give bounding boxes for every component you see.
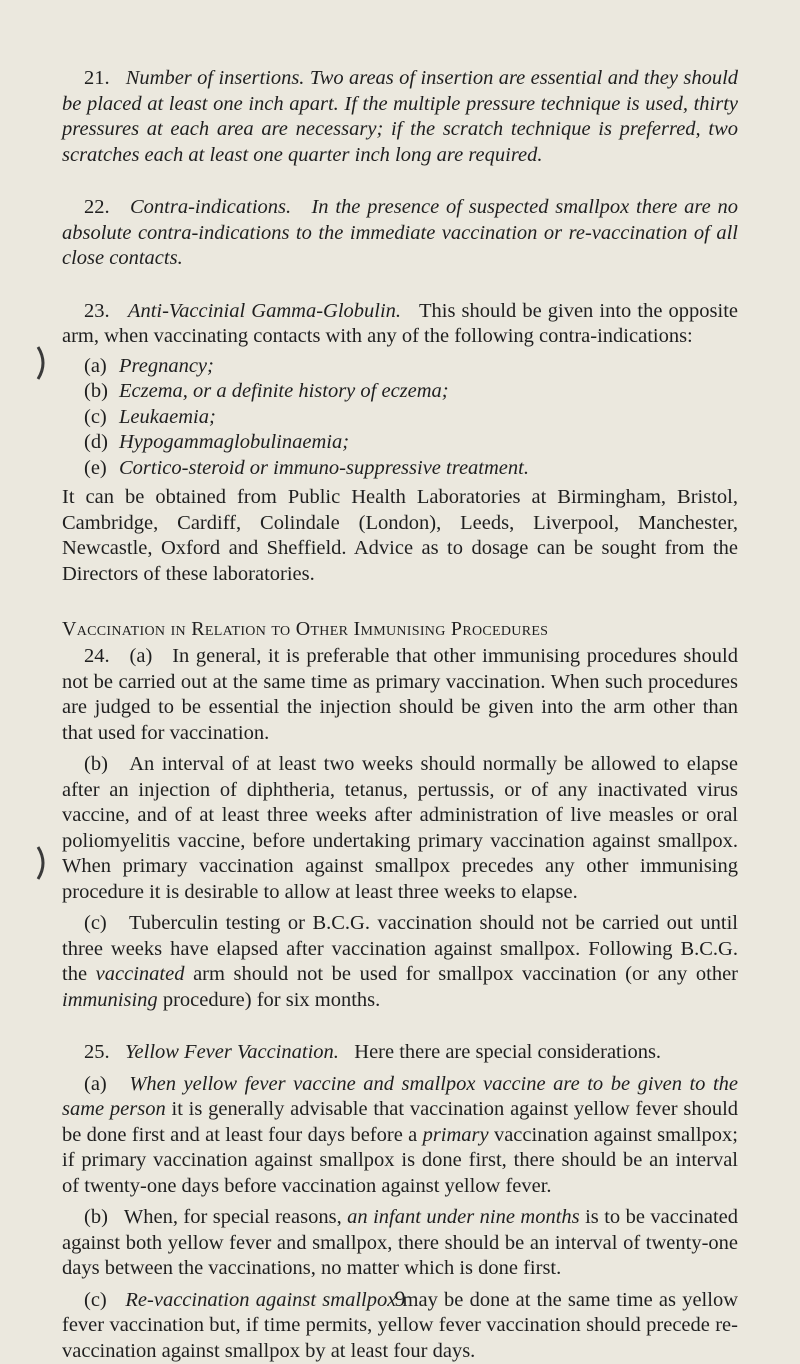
paragraph-title: Contra-indications. [130, 196, 291, 218]
paragraph-21 [62, 66, 738, 168]
list-item: (d) Hypogammaglobulinaemia; [84, 430, 738, 456]
list-item: (e) Cortico-steroid or immuno-suppressive treatment. [84, 456, 738, 482]
paragraph-title: Anti-Vaccinial Gamma-Globulin. [128, 300, 401, 322]
contra-indication-list [84, 354, 738, 482]
list-item: (b) Eczema, or a definite history of eczema; [84, 379, 738, 405]
paragraph-22 [62, 195, 738, 272]
paragraph-text: Two areas of insertion are essential and they should be placed at least one inch apart. If the multiple pressure technique is used, thirty pressures at each area are necessary; if the scratch technique is preferred, two scratches each at least one quarter inch long are required. [62, 67, 738, 166]
section-heading: Vaccination in Relation to Other Immunising Procedures [62, 617, 738, 642]
paragraph-24b: (b) An interval of at least two weeks should normally be allowed to elapse after an injection of diphtheria, tetanus, pertussis, or of any inactivated virus vaccine, and of at least three weeks after administration of live measles or oral poliomyelitis vaccine, before undertaking primary vaccination against smallpox. When primary vaccination against smallpox precedes any other immunising procedure it is desirable to allow at least three weeks to elapse. [62, 752, 738, 905]
paragraph-25a: (a) When yellow fever vaccine and smallpox vaccine are to be given to the same person it is generally advisable that vaccination against yellow fever should be done first and at least four days before a primary vaccination against smallpox; if primary vaccination against smallpox is done first, there should be an interval of twenty-one days before vaccination against yellow fever. [62, 1072, 738, 1200]
paragraph-number: 23. [84, 300, 110, 322]
paragraph-23 [62, 299, 738, 350]
paragraph-23-continued: It can be obtained from Public Health Laboratories at Birmingham, Bristol, Cambridge, Cardiff, Colindale (London), Leeds, Liverpool, Manchester, Newcastle, Oxford and Sheffield. Advice as to dosage can be sought from the Directors of these laboratories. [62, 485, 738, 587]
list-item: (a) Pregnancy; [84, 354, 738, 380]
paragraph-title: Number of insertions. [126, 67, 305, 89]
paragraph-number: 22. [84, 196, 110, 218]
paragraph-25b: (b) When, for special reasons, an infant under nine months is to be vaccinated against both yellow fever and smallpox, there should be an interval of twenty-one days between the vaccinations, no matter which is done first. [62, 1205, 738, 1282]
paragraph-text: This should be given into the opposite arm, when vaccinating contacts with any of the following contra-indications: [62, 300, 738, 348]
paragraph-title: Yellow Fever Vaccination. [125, 1041, 339, 1063]
list-item: (c) Leukaemia; [84, 405, 738, 431]
paragraph-24c: (c) Tuberculin testing or B.C.G. vaccination should not be carried out until three weeks have elapsed after vaccination against smallpox. Following B.C.G. the vaccinated arm should not be used for smallpox vaccination (or any other immunising procedure) for six months. [62, 911, 738, 1013]
paragraph-24a: 24. (a) In general, it is preferable that other immunising procedures should not be carried out at the same time as primary vaccination. When such procedures are judged to be essential the injection should be given into the arm other than that used for vaccination. [62, 644, 738, 746]
paragraph-number: 21. [84, 67, 110, 89]
binding-bracket-icon [34, 845, 50, 881]
paragraph-25: 25. Yellow Fever Vaccination. Here there are special considerations. [62, 1040, 738, 1066]
paragraph-text: In the presence of suspected smallpox there are no absolute contra-indications to the immediate vaccination or re-vaccination of all close contacts. [62, 196, 738, 269]
paragraph-25c: (c) Re-vaccination against smallpox may be done at the same time as yellow fever vaccination but, if time permits, yellow fever vaccination should precede re-vaccination against smallpox by at least four days. [62, 1288, 738, 1364]
page-number: 9 [0, 1286, 800, 1312]
binding-bracket-icon [34, 345, 50, 381]
